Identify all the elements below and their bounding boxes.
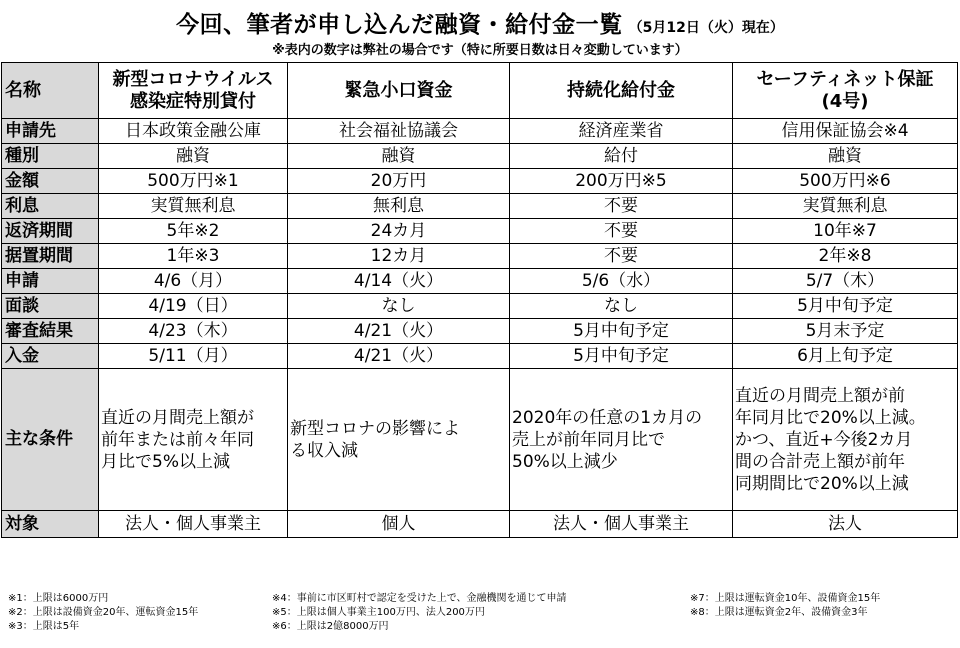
table-cell: 実質無利息 <box>99 194 288 219</box>
table-cell: 24カ月 <box>288 219 510 244</box>
column-header-cell: 緊急小口資金 <box>288 63 510 119</box>
row-header-cell: 申請先 <box>2 119 99 144</box>
table-row <box>2 219 958 244</box>
table-cell: 5/7（木） <box>733 269 958 294</box>
title-date: （5月12日（火）現在） <box>628 20 784 36</box>
row-header-cell: 主な条件 <box>2 369 99 511</box>
table-row <box>2 294 958 319</box>
table-row <box>2 369 958 511</box>
table-row <box>2 511 958 538</box>
table-cell: 信用保証協会※4 <box>733 119 958 144</box>
table-cell: 給付 <box>510 144 733 169</box>
column-header-cell: 持続化給付金 <box>510 63 733 119</box>
title-bar <box>0 6 960 38</box>
table-cell: 4/19（日） <box>99 294 288 319</box>
table-row <box>2 269 958 294</box>
table-cell: 4/21（火） <box>288 344 510 369</box>
table-cell: 不要 <box>510 244 733 269</box>
table-cell: 4/14（火） <box>288 269 510 294</box>
row-header-cell: 利息 <box>2 194 99 219</box>
table-cell: 不要 <box>510 219 733 244</box>
table-cell: 500万円※6 <box>733 169 958 194</box>
table-cell: 5月中旬予定 <box>510 344 733 369</box>
table-cell: 200万円※5 <box>510 169 733 194</box>
table-cell: 5/11（月） <box>99 344 288 369</box>
footnotes-col1 <box>8 592 198 634</box>
table-cell: 1年※3 <box>99 244 288 269</box>
table-note: ※表内の数字は弊社の場合です（特に所要日数は日々変動しています） <box>272 43 688 58</box>
table-header-row <box>2 63 958 119</box>
table-cell: 不要 <box>510 194 733 219</box>
footnote-5: ※5：上限は個人事業主100万円、法人200万円 <box>272 607 485 618</box>
table-cell: 新型コロナの影響によ る収入減 <box>288 369 510 511</box>
footnote-4: ※4：事前に市区町村で認定を受けた上で、金融機関を通じて申請 <box>272 593 567 604</box>
table-cell: 4/21（火） <box>288 319 510 344</box>
table-cell: 融資 <box>288 144 510 169</box>
row-header-cell: 名称 <box>2 63 99 119</box>
table-cell: 2020年の任意の1カ月の 売上が前年同月比で 50%以上減少 <box>510 369 733 511</box>
table-cell: 融資 <box>99 144 288 169</box>
row-header-cell: 返済期間 <box>2 219 99 244</box>
table-cell: 12カ月 <box>288 244 510 269</box>
footnotes-col3 <box>690 592 880 620</box>
table-row <box>2 169 958 194</box>
footnote-3: ※3：上限は5年 <box>8 621 80 632</box>
table-row <box>2 194 958 219</box>
footnote-8: ※8：上限は運転資金2年、設備資金3年 <box>690 607 868 618</box>
column-header-cell: 新型コロナウイルス 感染症特別貸付 <box>99 63 288 119</box>
row-header-cell: 面談 <box>2 294 99 319</box>
row-header-cell: 種別 <box>2 144 99 169</box>
footnote-2: ※2：上限は設備資金20年、運転資金15年 <box>8 607 199 618</box>
table-cell: 5年※2 <box>99 219 288 244</box>
table-cell: 5月末予定 <box>733 319 958 344</box>
loan-comparison-table <box>1 62 958 538</box>
table-cell: 直近の月間売上額が 前年または前々年同 月比で5%以上減 <box>99 369 288 511</box>
table-cell: 法人・個人事業主 <box>99 511 288 538</box>
footnote-1: ※1：上限は6000万円 <box>8 593 109 604</box>
page-title: 今回、筆者が申し込んだ融資・給付金一覧 <box>176 12 623 38</box>
table-cell: 直近の月間売上額が前 年同月比で20%以上減。 かつ、直近+今後2カ月 間の合計売上額が前年 同期間比で20%以上減 <box>733 369 958 511</box>
table-cell: 社会福祉協議会 <box>288 119 510 144</box>
row-header-cell: 対象 <box>2 511 99 538</box>
table-row <box>2 144 958 169</box>
row-header-cell: 申請 <box>2 269 99 294</box>
table-cell: 2年※8 <box>733 244 958 269</box>
row-header-cell: 審査結果 <box>2 319 99 344</box>
table-row <box>2 119 958 144</box>
table-cell: 20万円 <box>288 169 510 194</box>
table-cell: 実質無利息 <box>733 194 958 219</box>
table-cell: 5月中旬予定 <box>510 319 733 344</box>
table-cell: 4/6（月） <box>99 269 288 294</box>
table-cell: 10年※7 <box>733 219 958 244</box>
row-header-cell: 入金 <box>2 344 99 369</box>
table-cell: 法人 <box>733 511 958 538</box>
column-header-cell: セーフティネット保証 (4号) <box>733 63 958 119</box>
table-cell: 経済産業省 <box>510 119 733 144</box>
row-header-cell: 据置期間 <box>2 244 99 269</box>
footnote-6: ※6：上限は2億8000万円 <box>272 621 389 632</box>
table-cell: 日本政策金融公庫 <box>99 119 288 144</box>
table-cell: 5月中旬予定 <box>733 294 958 319</box>
table-row <box>2 244 958 269</box>
table-row <box>2 319 958 344</box>
table-row <box>2 344 958 369</box>
table-cell: 4/23（木） <box>99 319 288 344</box>
table-cell: 6月上旬予定 <box>733 344 958 369</box>
table-cell: なし <box>288 294 510 319</box>
table-cell: 個人 <box>288 511 510 538</box>
table-cell: 法人・個人事業主 <box>510 511 733 538</box>
row-header-cell: 金額 <box>2 169 99 194</box>
footnote-7: ※7：上限は運転資金10年、設備資金15年 <box>690 593 881 604</box>
table-cell: なし <box>510 294 733 319</box>
table-cell: 融資 <box>733 144 958 169</box>
table-cell: 500万円※1 <box>99 169 288 194</box>
table-cell: 5/6（水） <box>510 269 733 294</box>
table-cell: 無利息 <box>288 194 510 219</box>
footnotes-col2 <box>272 592 567 634</box>
